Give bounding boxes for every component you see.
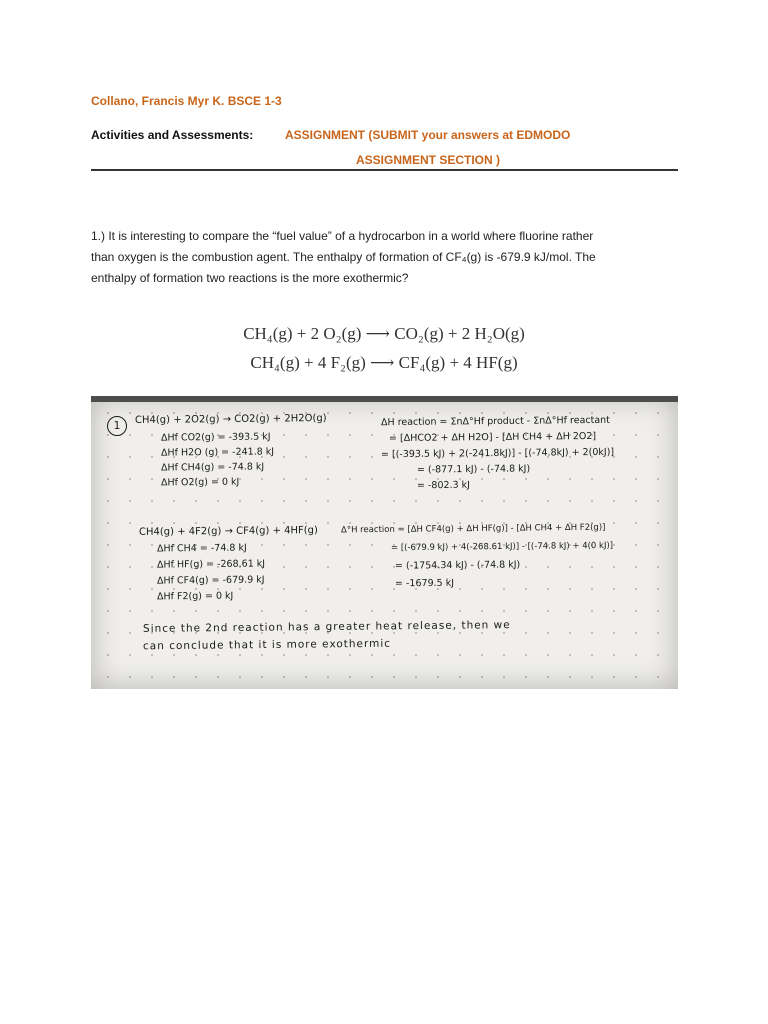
question-line-3: enthalpy of formation two reactions is the more exothermic? (91, 271, 409, 285)
hw-conclusion-line2: can conclude that it is more exothermic (142, 637, 392, 653)
hw-reaction1-equation: CH4(g) + 2O2(g) → CO2(g) + 2H2O(g) (134, 412, 327, 427)
activities-value-line2: ASSIGNMENT SECTION ) (356, 153, 501, 167)
hw-conclusion-line1: Since the 2nd reaction has a greater heat release, then we (142, 619, 511, 635)
hw-r2-result: = -1679.5 kJ (394, 577, 455, 590)
header-divider (91, 169, 678, 171)
hw-r1-step1: = [ΔHCO2 + ΔH H2O] - [ΔH CH4 + ΔH 2O2] (388, 430, 597, 445)
equation-methane-fluorine: CH₄(g) + 4 F₂(g) ⟶ CF₄(g) + 4 HF(g) (250, 353, 518, 372)
hw-r1-hf-ch4: ΔHf CH4(g) = -74.8 kJ (160, 461, 265, 474)
reaction-equations (0, 319, 768, 377)
hw-r1-reaction-formula: ΔH reaction = ΣnΔ°Hf product - ΣnΔ°Hf reactant (380, 414, 610, 429)
hw-r2-step1: = [(-679.9 kJ) + 4(-268.61 kJ)] - [(-74.8 kJ) + 4(0 kJ)] (390, 540, 614, 554)
equation-methane-oxygen: CH₄(g) + 2 O₂(g) ⟶ CO₂(g) + 2 H₂O(g) (243, 324, 525, 343)
question-line-1: 1.) It is interesting to compare the “fuel value” of a hydrocarbon in a world where fluorine rather (91, 229, 594, 243)
hw-r1-hf-o2: ΔHf O2(g) = 0 kJ (160, 476, 240, 489)
handwritten-solution-photo (91, 396, 678, 689)
hw-r1-hf-h2o: ΔHf H2O (g) = -241.8 kJ (160, 446, 275, 459)
hw-reaction2-equation: CH4(g) + 4F2(g) → CF4(g) + 4HF(g) (138, 525, 318, 538)
activities-label: Activities and Assessments: (91, 128, 254, 142)
photo-edge (91, 396, 678, 402)
question-text (91, 226, 681, 289)
hw-r1-hf-co2: ΔHf CO2(g) = -393.5 kJ (160, 431, 271, 444)
hw-r2-step2: = (-1754.34 kJ) - (-74.8 kJ) (394, 559, 521, 572)
hw-r2-hf-hf: ΔHf HF(g) = -268.61 kJ (156, 558, 266, 571)
hw-r2-hf-ch4: ΔHf CH4 = -74.8 kJ (156, 542, 247, 555)
activities-value-line1: ASSIGNMENT (SUBMIT your answers at EDMODO (285, 128, 571, 142)
student-name: Collano, Francis Myr K. BSCE 1-3 (91, 94, 282, 108)
hw-r1-step3: = (-877.1 kJ) - (-74.8 kJ) (416, 463, 531, 476)
hw-r2-reaction-formula: Δ°H reaction = [ΔH CF4(g) + ΔH HF(g)] - [ΔH CH4 + ΔH F2(g)] (340, 522, 606, 536)
hw-r1-result: = -802.3 kJ (416, 479, 470, 492)
hw-r2-hf-f2: ΔHf F2(g) = 0 kJ (156, 590, 234, 603)
hw-r1-step2: = [(-393.5 kJ) + 2(-241.8kJ)] - [(-74.8kJ) + 2(0kJ)] (380, 446, 615, 461)
hw-r2-hf-cf4: ΔHf CF4(g) = -679.9 kJ (156, 574, 265, 587)
question-line-2: than oxygen is the combustion agent. The enthalpy of formation of CF₄(g) is -679.9 kJ/mol. The (91, 250, 596, 264)
problem-number-circle: 1 (107, 416, 127, 436)
